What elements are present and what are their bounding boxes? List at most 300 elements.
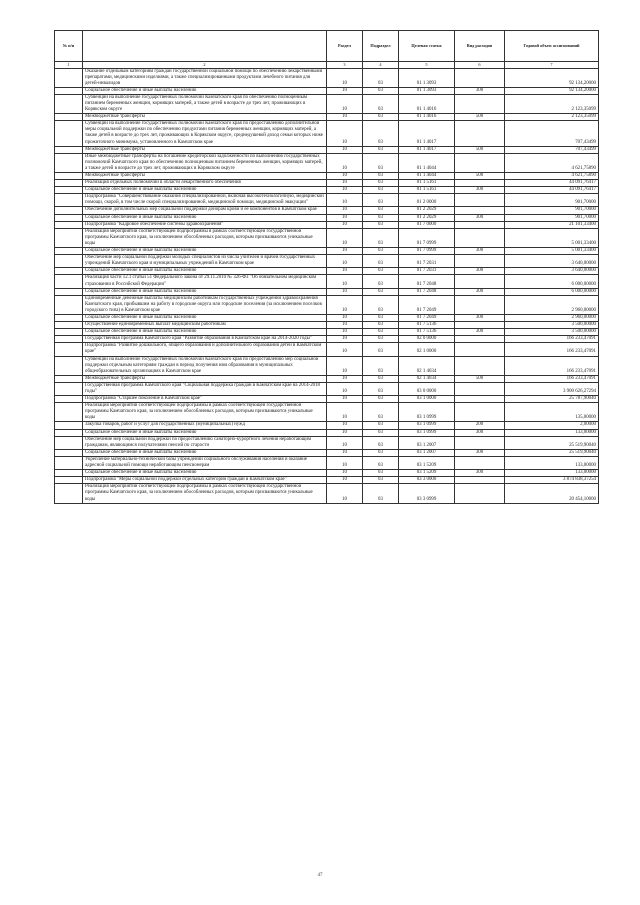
cell-num	[55, 436, 83, 449]
cell-expense	[455, 295, 505, 314]
cell-subsection: 03	[363, 268, 399, 275]
cell-article: 03 1 5209	[399, 470, 455, 477]
cell-amount: 3 874 838,37254	[505, 477, 599, 484]
cell-expense: 300	[455, 314, 505, 321]
cell-subsection: 03	[363, 456, 399, 469]
cell-amount: 3 900 626,27294	[505, 382, 599, 395]
cell-expense	[455, 403, 505, 422]
cell-section: 10	[327, 275, 363, 288]
cell-section: 10	[327, 456, 363, 469]
cell-section: 10	[327, 356, 363, 375]
header-num: № п/п	[55, 31, 83, 62]
cell-article: 03 1 5209	[399, 456, 455, 469]
cell-num	[55, 322, 83, 329]
budget-table	[54, 30, 599, 504]
cell-subsection: 03	[363, 436, 399, 449]
table-row	[55, 429, 599, 436]
cell-subsection: 03	[363, 114, 399, 121]
cell-expense	[455, 207, 505, 214]
cell-name: Межбюджетные трансферты	[83, 146, 327, 153]
cell-name: Межбюджетные трансферты	[83, 114, 327, 121]
cell-amount: 92 134,20000	[505, 87, 599, 94]
cell-section: 10	[327, 173, 363, 180]
cell-amount: 901,70000	[505, 207, 599, 214]
cell-num	[55, 207, 83, 214]
cell-section: 10	[327, 322, 363, 329]
cell-num	[55, 275, 83, 288]
page-number: 47	[317, 873, 323, 878]
cell-num	[55, 470, 83, 477]
cell-subsection: 03	[363, 470, 399, 477]
header-amount: Годовой объем ассигнований	[505, 31, 599, 62]
cell-num	[55, 114, 83, 121]
cell-expense: 300	[455, 248, 505, 255]
table-row	[55, 403, 599, 422]
cell-expense	[455, 336, 505, 343]
cell-subsection: 03	[363, 180, 399, 187]
cell-name: Социальное обеспечение и иные выплаты населению	[83, 187, 327, 194]
cell-subsection: 03	[363, 214, 399, 221]
cell-name: Социальное обеспечение и иные выплаты населению	[83, 470, 327, 477]
index-cell: 5	[399, 62, 455, 69]
cell-section: 10	[327, 248, 363, 255]
cell-name: Субвенции на выполнение государственных полномочий Камчатского края по предоставлению дополнительной меры социальной поддержки по обеспечению продуктами питания беременных женщин, кормящих матерей, а также детей в возрасте до трех лет, проживающих в Корякском округе, среднедушевой доход семьи которых ниже прожиточного минимума, установленного в Камчатском крае	[83, 121, 327, 146]
cell-section: 10	[327, 153, 363, 172]
cell-expense: 500	[455, 173, 505, 180]
cell-amount: 25 787,90040	[505, 396, 599, 403]
cell-subsection: 03	[363, 295, 399, 314]
table-row	[55, 180, 599, 187]
cell-name: Реализация части 12.1 статьи 51 Федерального закона от 29.11.2010 № 326-ФЗ "Об обязательном медицинском страховании в Российской Федерации"	[83, 275, 327, 288]
cell-article: 01 1 5161	[399, 187, 455, 194]
cell-subsection: 03	[363, 382, 399, 395]
cell-amount: 6 000,00000	[505, 288, 599, 295]
cell-subsection: 03	[363, 87, 399, 94]
cell-expense: 300	[455, 470, 505, 477]
cell-amount: 707,43499	[505, 146, 599, 153]
cell-name: Межбюджетные трансферты	[83, 375, 327, 382]
cell-name: Подпрограмма "Совершенствование оказания специализированной, включая высокотехнологичную, медицинской помощи, скорой, в том числе скорой специализированной, медицинской помощи, медицинской эвакуации"	[83, 194, 327, 207]
table-row	[55, 94, 599, 113]
cell-amount: 166 233,47091	[505, 375, 599, 382]
cell-expense	[455, 382, 505, 395]
table-row	[55, 228, 599, 247]
cell-num	[55, 173, 83, 180]
cell-article: 01 1 4044	[399, 153, 455, 172]
table-row	[55, 87, 599, 94]
cell-num	[55, 94, 83, 113]
cell-amount: 4 621,75890	[505, 153, 599, 172]
cell-expense	[455, 322, 505, 329]
table-row	[55, 221, 599, 228]
cell-article: 03 3 0000	[399, 477, 455, 484]
cell-subsection: 03	[363, 288, 399, 295]
cell-section: 10	[327, 470, 363, 477]
table-header-row	[55, 31, 599, 62]
cell-section: 10	[327, 146, 363, 153]
cell-amount: 3 500,00000	[505, 322, 599, 329]
cell-name: Государственная программа Камчатского края "Развитие образования в Камчатском крае на 2014-2020 годы"	[83, 336, 327, 343]
cell-article: 02 1 4034	[399, 375, 455, 382]
table-body	[55, 31, 599, 504]
cell-num	[55, 187, 83, 194]
cell-section: 10	[327, 121, 363, 146]
cell-article: 02 0 0000	[399, 336, 455, 343]
cell-section: 10	[327, 288, 363, 295]
cell-expense	[455, 436, 505, 449]
cell-section: 10	[327, 375, 363, 382]
cell-name: Социальное обеспечение и иные выплаты населению	[83, 329, 327, 336]
cell-section: 10	[327, 68, 363, 87]
index-cell: 2	[83, 62, 327, 69]
cell-amount: 166 233,47091	[505, 336, 599, 343]
cell-subsection: 03	[363, 329, 399, 336]
cell-article: 03 0 0000	[399, 382, 455, 395]
table-row	[55, 268, 599, 275]
cell-subsection: 03	[363, 194, 399, 207]
header-subsection: Подраздел	[363, 31, 399, 62]
cell-subsection: 03	[363, 422, 399, 429]
cell-article: 01 1 4017	[399, 121, 455, 146]
cell-article: 03 1 0999	[399, 422, 455, 429]
table-row	[55, 275, 599, 288]
table-row	[55, 422, 599, 429]
cell-expense: 300	[455, 449, 505, 456]
cell-expense	[455, 477, 505, 484]
cell-amount: 2,00000	[505, 422, 599, 429]
cell-expense: 300	[455, 268, 505, 275]
cell-subsection: 03	[363, 356, 399, 375]
cell-num	[55, 449, 83, 456]
cell-subsection: 03	[363, 187, 399, 194]
cell-name: Субвенции на выполнение государственных полномочий Камчатского края по предоставлению мер социальной поддержки отдельным категориям граждан в период получения ими образования в муниципальных общеобразовательных организациях в Камчатском крае	[83, 356, 327, 375]
cell-name: Социальное обеспечение и иные выплаты населению	[83, 429, 327, 436]
cell-name: Оказание отдельным категориям граждан государственной социальной помощи по обеспечению лекарственными препаратами, медицинскими изделиями, а также специализированными продуктами лечебного питания для детей-инвалидов	[83, 68, 327, 87]
cell-num	[55, 429, 83, 436]
cell-article: 01 1 4017	[399, 146, 455, 153]
cell-article: 03 1 2007	[399, 449, 455, 456]
header-article: Целевая статья	[399, 31, 455, 62]
table-row	[55, 187, 599, 194]
cell-name: Подпрограмма "Меры социальной поддержки отдельных категорий граждан в Камчатском крае"	[83, 477, 327, 484]
cell-article: 01 1 4016	[399, 94, 455, 113]
cell-subsection: 03	[363, 94, 399, 113]
cell-article: 01 7 0000	[399, 221, 455, 228]
cell-article: 01 7 0999	[399, 228, 455, 247]
table-row	[55, 153, 599, 172]
cell-expense	[455, 68, 505, 87]
cell-name: Осуществление единовременных выплат медицинским работникам	[83, 322, 327, 329]
cell-subsection: 03	[363, 255, 399, 268]
cell-num	[55, 214, 83, 221]
cell-article: 03 3 0999	[399, 484, 455, 503]
table-row	[55, 375, 599, 382]
cell-num	[55, 382, 83, 395]
cell-name: Подпрограмма "Старшее поколение в Камчатском крае"	[83, 396, 327, 403]
cell-article: 02 1 0000	[399, 343, 455, 356]
table-row	[55, 396, 599, 403]
cell-section: 10	[327, 329, 363, 336]
cell-expense: 300	[455, 288, 505, 295]
cell-amount: 901,70000	[505, 194, 599, 207]
index-cell: 7	[505, 62, 599, 69]
cell-article: 03 1 0999	[399, 403, 455, 422]
cell-subsection: 03	[363, 314, 399, 321]
cell-section: 10	[327, 255, 363, 268]
cell-article: 01 7 0999	[399, 248, 455, 255]
cell-article: 01 7 5136	[399, 322, 455, 329]
cell-article: 01 1 3093	[399, 87, 455, 94]
cell-expense	[455, 255, 505, 268]
cell-section: 10	[327, 422, 363, 429]
cell-subsection: 03	[363, 429, 399, 436]
cell-subsection: 03	[363, 121, 399, 146]
cell-name: Иные межбюджетные трансферты на погашение кредиторской задолженности по выполнению государственных полномочий Камчатского края по обеспечению полноценным питанием беременных женщин, кормящих матерей, а также детей в возрасте до трех лет, проживающих в Корякском округе	[83, 153, 327, 172]
header-section: Раздел	[327, 31, 363, 62]
cell-amount: 133,00000	[505, 456, 599, 469]
cell-num	[55, 295, 83, 314]
cell-num	[55, 68, 83, 87]
cell-section: 10	[327, 477, 363, 484]
cell-article: 02 1 4034	[399, 356, 455, 375]
cell-subsection: 03	[363, 68, 399, 87]
table-row	[55, 470, 599, 477]
cell-article: 01 7 5136	[399, 329, 455, 336]
cell-article: 01 2 0000	[399, 194, 455, 207]
cell-amount: 3 500,00000	[505, 329, 599, 336]
cell-num	[55, 180, 83, 187]
cell-amount: 6 000,00000	[505, 275, 599, 288]
cell-name: Закупка товаров, работ и услуг для государственных (муниципальных) нужд	[83, 422, 327, 429]
table-row	[55, 288, 599, 295]
table-row	[55, 356, 599, 375]
cell-expense: 300	[455, 87, 505, 94]
cell-amount: 5 001,33400	[505, 228, 599, 247]
cell-amount: 2 123,35099	[505, 114, 599, 121]
cell-section: 10	[327, 221, 363, 228]
cell-subsection: 03	[363, 477, 399, 484]
cell-name: Подпрограмма "Кадровое обеспечение системы здравоохранения"	[83, 221, 327, 228]
cell-subsection: 03	[363, 207, 399, 214]
cell-expense	[455, 343, 505, 356]
table-row	[55, 322, 599, 329]
index-cell: 6	[455, 62, 505, 69]
table-row	[55, 477, 599, 484]
cell-amount: 4 621,75890	[505, 173, 599, 180]
cell-num	[55, 288, 83, 295]
cell-num	[55, 221, 83, 228]
cell-section: 10	[327, 436, 363, 449]
cell-name: Социальное обеспечение и иные выплаты населению	[83, 87, 327, 94]
table-row	[55, 214, 599, 221]
header-expense: Вид расходов	[455, 31, 505, 62]
cell-subsection: 03	[363, 228, 399, 247]
cell-expense	[455, 221, 505, 228]
cell-amount: 166 233,47091	[505, 356, 599, 375]
cell-subsection: 03	[363, 396, 399, 403]
cell-name: Реализация отдельных полномочий в области лекарственного обеспечения	[83, 180, 327, 187]
cell-name: Социальное обеспечение и иные выплаты населению	[83, 449, 327, 456]
cell-num	[55, 153, 83, 172]
cell-num	[55, 356, 83, 375]
cell-amount: 166 233,47091	[505, 343, 599, 356]
cell-section: 10	[327, 228, 363, 247]
cell-section: 10	[327, 94, 363, 113]
cell-amount: 20 454,10000	[505, 484, 599, 503]
cell-section: 10	[327, 114, 363, 121]
cell-num	[55, 422, 83, 429]
table-row	[55, 484, 599, 503]
cell-section: 10	[327, 396, 363, 403]
cell-expense	[455, 180, 505, 187]
table-row	[55, 207, 599, 214]
index-cell: 1	[55, 62, 83, 69]
cell-article: 03 1 0999	[399, 429, 455, 436]
cell-section: 10	[327, 87, 363, 94]
cell-section: 10	[327, 484, 363, 503]
cell-num	[55, 314, 83, 321]
cell-expense	[455, 94, 505, 113]
cell-section: 10	[327, 429, 363, 436]
cell-article: 01 7 2048	[399, 275, 455, 288]
cell-name: Социальное обеспечение и иные выплаты населению	[83, 288, 327, 295]
cell-expense	[455, 356, 505, 375]
table-row	[55, 114, 599, 121]
cell-subsection: 03	[363, 221, 399, 228]
cell-name: Социальное обеспечение и иные выплаты населению	[83, 268, 327, 275]
cell-amount: 25 519,90040	[505, 436, 599, 449]
cell-expense	[455, 153, 505, 172]
cell-expense	[455, 228, 505, 247]
cell-article: 01 1 4044	[399, 173, 455, 180]
cell-section: 10	[327, 382, 363, 395]
cell-expense: 200	[455, 422, 505, 429]
cell-article: 01 1 4016	[399, 114, 455, 121]
cell-subsection: 03	[363, 375, 399, 382]
table-row	[55, 436, 599, 449]
cell-section: 10	[327, 314, 363, 321]
cell-amount: 5 001,33400	[505, 248, 599, 255]
cell-amount: 133,00000	[505, 429, 599, 436]
cell-subsection: 03	[363, 336, 399, 343]
table-row	[55, 314, 599, 321]
cell-num	[55, 403, 83, 422]
cell-amount: 44 091,76417	[505, 180, 599, 187]
cell-expense	[455, 275, 505, 288]
cell-article: 03 1 0000	[399, 396, 455, 403]
table-row	[55, 255, 599, 268]
table-row	[55, 382, 599, 395]
cell-name: Подпрограмма "Развитие дошкольного, общего образования и дополнительного образования детей в Камчатском крае"	[83, 343, 327, 356]
cell-expense: 500	[455, 114, 505, 121]
index-cell: 3	[327, 62, 363, 69]
table-row	[55, 194, 599, 207]
cell-amount: 92 134,20000	[505, 68, 599, 87]
cell-article: 01 7 2049	[399, 295, 455, 314]
cell-section: 10	[327, 187, 363, 194]
cell-amount: 44 091,76417	[505, 187, 599, 194]
table-row	[55, 68, 599, 87]
cell-subsection: 03	[363, 173, 399, 180]
cell-expense: 300	[455, 429, 505, 436]
cell-expense	[455, 121, 505, 146]
cell-amount: 3 640,00000	[505, 255, 599, 268]
cell-section: 10	[327, 194, 363, 207]
cell-num	[55, 87, 83, 94]
cell-subsection: 03	[363, 248, 399, 255]
cell-name: Социальное обеспечение и иные выплаты населению	[83, 314, 327, 321]
cell-expense	[455, 396, 505, 403]
cell-name: Социальное обеспечение и иные выплаты населению	[83, 248, 327, 255]
cell-num	[55, 343, 83, 356]
cell-num	[55, 375, 83, 382]
cell-name: Обеспечение мер социальной поддержки молодых специалистов из числа учителей и врачей государственных учреждений Камчатского края и муниципальных учреждений в Камчатском крае	[83, 255, 327, 268]
cell-amount: 133,00000	[505, 470, 599, 477]
cell-name: Реализация мероприятий соответствующей подпрограммы в рамках соответствующей государственной программы Камчатского края, за исключением обособленных расходов, которым присваиваются уникальные коды	[83, 228, 327, 247]
cell-article: 01 7 2049	[399, 314, 455, 321]
cell-expense: 300	[455, 329, 505, 336]
cell-article: 01 7 2031	[399, 255, 455, 268]
cell-amount: 2 123,35099	[505, 94, 599, 113]
cell-article: 01 7 2031	[399, 268, 455, 275]
cell-num	[55, 146, 83, 153]
cell-section: 10	[327, 403, 363, 422]
cell-name: Единовременные денежные выплаты медицинским работникам государственных учреждений здравоохранения Камчатского края, прибывшим на работу в городские округа или городские поселения (за исключением поселков городского типа) в Камчатском крае	[83, 295, 327, 314]
cell-name: Государственная программа Камчатского края "Социальная поддержка граждан в Камчатском крае на 2014-2018 годы"	[83, 382, 327, 395]
table-row	[55, 295, 599, 314]
cell-article: 01 2 2029	[399, 214, 455, 221]
cell-section: 10	[327, 343, 363, 356]
cell-subsection: 03	[363, 146, 399, 153]
cell-expense	[455, 194, 505, 207]
cell-num	[55, 255, 83, 268]
cell-amount: 21 101,33400	[505, 221, 599, 228]
table-row	[55, 248, 599, 255]
cell-num	[55, 121, 83, 146]
cell-num	[55, 194, 83, 207]
table-row	[55, 146, 599, 153]
cell-article: 01 1 3093	[399, 68, 455, 87]
header-name	[83, 31, 327, 62]
cell-num	[55, 477, 83, 484]
cell-expense: 500	[455, 146, 505, 153]
cell-expense	[455, 456, 505, 469]
cell-section: 10	[327, 336, 363, 343]
cell-name: Укрепление материально-технической базы учреждений социального обслуживания населения и оказание адресной социальной помощи неработающим пенсионерам	[83, 456, 327, 469]
budget-sheet	[54, 30, 598, 504]
cell-subsection: 03	[363, 275, 399, 288]
index-cell: 4	[363, 62, 399, 69]
table-row	[55, 456, 599, 469]
table-row	[55, 336, 599, 343]
cell-expense: 300	[455, 214, 505, 221]
cell-expense: 300	[455, 187, 505, 194]
cell-num	[55, 456, 83, 469]
cell-article: 03 1 2007	[399, 436, 455, 449]
cell-article: 01 7 2048	[399, 288, 455, 295]
cell-section: 10	[327, 268, 363, 275]
cell-name: Реализация мероприятий соответствующей подпрограммы в рамках соответствующей государственной программы Камчатского края, за исключением обособленных расходов, которым присваиваются уникальные коды	[83, 484, 327, 503]
cell-section: 10	[327, 207, 363, 214]
cell-name: Социальное обеспечение и иные выплаты населению	[83, 214, 327, 221]
cell-num	[55, 248, 83, 255]
table-row	[55, 449, 599, 456]
cell-num	[55, 336, 83, 343]
cell-amount: 25 519,90040	[505, 449, 599, 456]
table-row	[55, 329, 599, 336]
cell-num	[55, 396, 83, 403]
cell-amount: 2 960,00000	[505, 295, 599, 314]
